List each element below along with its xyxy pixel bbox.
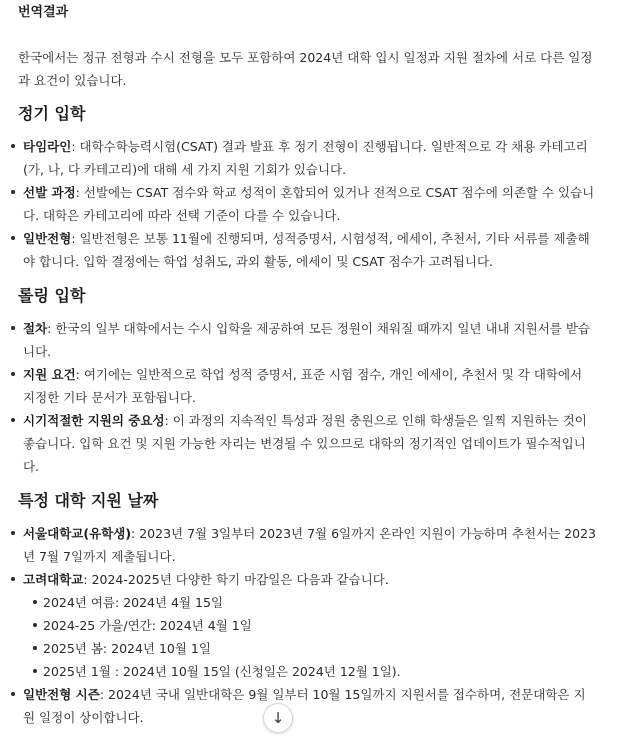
list-item: [18, 522, 597, 568]
section-heading-specific: 특정 대학 지원 날짜: [18, 491, 159, 510]
arrow-down-icon: ↓: [271, 709, 285, 727]
list-item: [18, 568, 597, 683]
list-item: [18, 317, 597, 363]
item-text: : 대학수학능력시험(CSAT) 결과 발표 후 정기 전형이 진행됩니다. 일반적으로 각 채용 카테고리(가, 나, 다 카테고리)에 대해 세 가지 지원 기회가 있습니다.: [23, 139, 588, 177]
item-term: 타임라인: [23, 139, 72, 154]
item-text: : 2024-2025년 다양한 학기 마감일은 다음과 같습니다.: [83, 572, 389, 587]
item-term: 절차: [23, 321, 48, 336]
list-item: [18, 227, 597, 273]
sub-list-item: 2024-25 가을/연간: 2024년 4월 1일: [41, 614, 597, 637]
item-text: : 이 과정의 지속적인 특성과 정원 충원으로 인해 학생들은 일찍 지원하는 것이 좋습니다. 입학 요건 및 지원 가능한 자리는 변경될 수 있으므로 대학의 정기적인 업데이트가 필수적입니다.: [23, 413, 587, 474]
regular-admission-list: [18, 135, 597, 273]
list-item: [18, 363, 597, 409]
item-text: : 2024년 국내 일반대학은 9월 일부터 10월 15일까지 지원서를 접수하며, 전문대학은 지원 일정이 상이합니다.: [23, 687, 586, 725]
intro-paragraph: 한국에서는 정규 전형과 수시 전형을 모두 포함하여 2024년 대학 입시 일정과 지원 절차에 서로 다른 일정과 요건이 있습니다.: [18, 50, 593, 88]
item-term: 서울대학교(유학생): [23, 526, 132, 541]
item-term: 지원 요건: [23, 367, 76, 382]
section-heading-rolling: 롤링 입학: [18, 286, 86, 305]
item-term: 선발 과정: [23, 185, 76, 200]
item-text: : 한국의 일부 대학에서는 수시 입학을 제공하여 모든 정원이 채워질 때까지 일년 내내 지원서를 받습니다.: [23, 321, 590, 359]
item-term: 시기적절한 지원의 중요성: [23, 413, 165, 428]
item-term: 고려대학교: [23, 572, 84, 587]
item-term: 일반전형: [23, 231, 72, 246]
list-item: [18, 135, 597, 181]
scroll-down-button[interactable]: [263, 703, 293, 733]
section-heading-regular: 정기 입학: [18, 104, 86, 123]
item-term: 일반전형 시즌: [23, 687, 100, 702]
result-title: 번역결과: [18, 5, 69, 20]
rolling-admission-list: [18, 317, 597, 478]
list-item: [18, 409, 597, 478]
item-text: : 일반전형은 보통 11월에 진행되며, 성적증명서, 시험성적, 에세이, 추천서, 기타 서류를 제출해야 합니다. 입학 결정에는 학업 성취도, 과외 활동, 에세이 및 CSAT 점수가 고려됩니다.: [23, 231, 590, 269]
korea-deadlines-list: [23, 591, 597, 683]
sub-list-item: 2025년 1월 : 2024년 10월 15일 (신청일은 2024년 12월 1일).: [41, 660, 597, 683]
list-item: [18, 181, 597, 227]
sub-list-item: 2025년 봄: 2024년 10월 1일: [41, 637, 597, 660]
item-text: : 2023년 7월 3일부터 2023년 7월 6일까지 온라인 지원이 가능하며 추천서는 2023년 7월 7일까지 제출됩니다.: [23, 526, 596, 564]
item-text: : 선발에는 CSAT 점수와 학교 성적이 혼합되어 있거나 전적으로 CSAT 점수에 의존할 수 있습니다. 대학은 카테고리에 따라 선택 기준이 다를 수 있습니다.: [23, 185, 595, 223]
item-text: : 여기에는 일반적으로 학업 성적 증명서, 표준 시험 점수, 개인 에세이, 추천서 및 각 대학에서 지정한 기타 문서가 포함됩니다.: [23, 367, 583, 405]
specific-dates-list: [18, 522, 597, 729]
list-item: [18, 683, 597, 729]
sub-list-item: 2024년 여름: 2024년 4월 15일: [41, 591, 597, 614]
